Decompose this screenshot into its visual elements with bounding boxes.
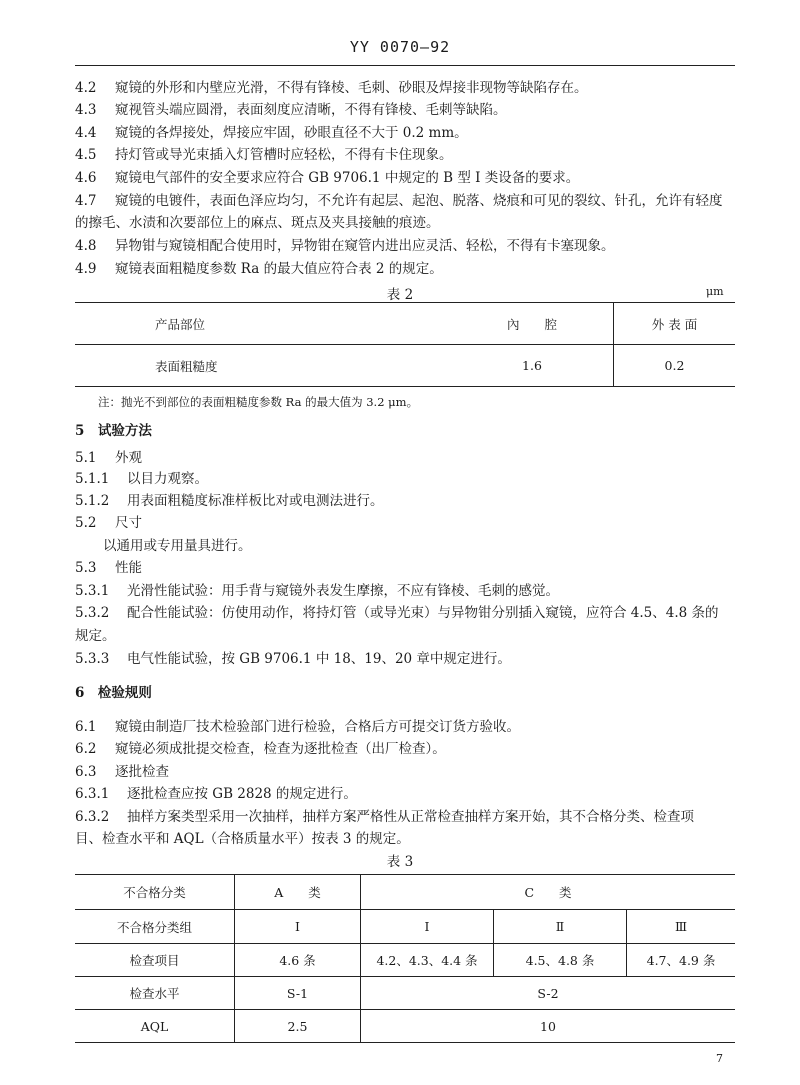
clause-number: 6.3.2	[75, 809, 110, 825]
clause-text: 逐批检查应按 GB 2828 的规定进行。	[127, 786, 357, 802]
clause	[75, 98, 507, 118]
clause-number: 4.2	[75, 80, 97, 96]
clause-text: 以目力观察。	[127, 471, 208, 487]
clause-text: 抽样方案类型采用一次抽样，抽样方案严格性从正常检查抽样方案开始，其不合格分类、检查项	[127, 809, 694, 825]
table2-header-cell: 产品部位	[75, 303, 451, 345]
clause	[75, 647, 511, 667]
clause	[75, 121, 468, 141]
clause	[75, 234, 615, 254]
clause	[75, 143, 453, 163]
clause-text: 电气性能试验，按 GB 9706.1 中 18、19、20 章中规定进行。	[127, 651, 511, 667]
clause-continuation: 规定。	[75, 628, 116, 644]
section5-title: 5 试验方法	[75, 423, 152, 439]
clause-number: 5.3.1	[75, 583, 110, 599]
clause	[75, 489, 384, 509]
table-3	[75, 874, 735, 1043]
clause-text: 窥镜的各焊接处，焊接应牢固，砂眼直径不大于 0.2 mm。	[115, 125, 468, 141]
clause-number: 6.3	[75, 764, 97, 780]
clause-number: 5.1.2	[75, 493, 110, 509]
table2-cell: 0.2	[614, 345, 736, 387]
table3-cell: C 类	[361, 875, 736, 910]
clause-continuation: 的擦毛、水渍和次要部位上的麻点、斑点及夹具接触的痕迹。	[75, 215, 440, 231]
clause-number: 4.7	[75, 193, 97, 209]
clause	[75, 601, 719, 621]
clause-number: 6.2	[75, 741, 97, 757]
clause-number: 6.3.1	[75, 786, 110, 802]
table3-cell: 10	[361, 1010, 736, 1043]
clause-text: 窥镜电气部件的安全要求应符合 GB 9706.1 中规定的 B 型 Ⅰ 类设备的要求。	[115, 170, 580, 186]
clause-continuation: 目、检查水平和 AQL（合格质量水平）按表 3 的规定。	[75, 831, 410, 847]
clause-text: 尺寸	[115, 515, 142, 531]
table2-caption: 表 2	[386, 287, 414, 303]
clause-number: 4.5	[75, 147, 97, 163]
clause-number: 4.8	[75, 238, 97, 254]
table3-cell: S-2	[361, 977, 736, 1010]
table3-cell: 4.5、4.8 条	[494, 944, 627, 977]
table2-header-cell: 外 表 面	[614, 303, 736, 345]
clause-text: 以通用或专用量具进行。	[103, 538, 252, 554]
clause	[75, 782, 357, 802]
table3-cell: Ⅲ	[627, 910, 736, 944]
clause-text: 窥视管头端应圆滑，表面刻度应清晰，不得有锋棱、毛刺等缺陷。	[115, 102, 507, 118]
table3-label: 检查水平	[75, 977, 235, 1010]
table2-unit: μm	[706, 285, 724, 298]
table3-cell: S-1	[235, 977, 361, 1010]
table3-cell: Ⅰ	[361, 910, 494, 944]
table3-label: AQL	[75, 1010, 235, 1043]
clause-number: 5.3	[75, 560, 97, 576]
table3-cell: Ⅰ	[235, 910, 361, 944]
header-rule	[75, 65, 735, 66]
table2-note: 注：抛光不到部位的表面粗糙度参数 Ra 的最大值为 3.2 μm。	[98, 395, 419, 409]
clause-text: 持灯管或导光束插入灯管槽时应轻松，不得有卡住现象。	[115, 147, 453, 163]
clause-text: 窥镜必须成批提交检查，检查为逐批检查（出厂检查）。	[115, 741, 446, 757]
clause-text: 光滑性能试验：用手背与窥镜外表发生摩擦，不应有锋棱、毛刺的感觉。	[127, 583, 559, 599]
clause	[75, 76, 588, 96]
section6-title: 6 检验规则	[75, 685, 152, 701]
clause-number: 4.9	[75, 261, 97, 277]
clause-number: 4.3	[75, 102, 97, 118]
clause-number: 5.3.3	[75, 651, 110, 667]
clause	[75, 189, 723, 209]
table3-cell: 4.2、4.3、4.4 条	[361, 944, 494, 977]
clause-number: 4.4	[75, 125, 97, 141]
table3-label: 不合格分类	[75, 875, 235, 910]
standard-number-header: YY 0070—92	[349, 38, 451, 56]
clause-number: 4.6	[75, 170, 97, 186]
clause-number: 6.1	[75, 719, 97, 735]
table3-label: 不合格分类组	[75, 910, 235, 944]
clause-text: 逐批检查	[115, 764, 169, 780]
table3-cell: Ⅱ	[494, 910, 627, 944]
clause	[75, 715, 520, 735]
table3-cell: 2.5	[235, 1010, 361, 1043]
clause-text: 窥镜的外形和内壁应光滑，不得有锋棱、毛刺、砂眼及焊接非现物等缺陷存在。	[115, 80, 588, 96]
clause-number: 5.1.1	[75, 471, 110, 487]
clause-text: 配合性能试验：仿使用动作，将持灯管（或导光束）与异物钳分别插入窥镜，应符合 4.5、4.8 条的	[127, 605, 719, 621]
table3-cell: 4.7、4.9 条	[627, 944, 736, 977]
clause-text: 窥镜表面粗糙度参数 Ra 的最大值应符合表 2 的规定。	[115, 261, 443, 277]
clause-text: 性能	[115, 560, 142, 576]
clause	[75, 446, 142, 466]
clause-text: 用表面粗糙度标准样板比对或电测法进行。	[127, 493, 384, 509]
table3-cell: 4.6 条	[235, 944, 361, 977]
table2-header-cell: 內 腔	[451, 303, 614, 345]
clause-text: 窥镜由制造厂技术检验部门进行检验，合格后方可提交订货方验收。	[115, 719, 520, 735]
clause	[75, 534, 252, 554]
clause	[75, 556, 142, 576]
clause-number: 5.3.2	[75, 605, 110, 621]
clause	[75, 737, 446, 757]
clause	[75, 511, 142, 531]
clause	[75, 805, 694, 825]
table2-cell: 表面粗糙度	[75, 345, 451, 387]
table3-label: 检查项目	[75, 944, 235, 977]
clause	[75, 760, 169, 780]
table3-cell: A 类	[235, 875, 361, 910]
clause-number: 5.1	[75, 450, 97, 466]
clause-number: 5.2	[75, 515, 97, 531]
clause	[75, 166, 579, 186]
clause-text: 窥镜的电镀件，表面色泽应均匀，不允许有起层、起泡、脱落、烧痕和可见的裂纹、针孔，允许有轻度	[115, 193, 723, 209]
clause	[75, 579, 559, 599]
table-2	[75, 302, 735, 387]
table3-caption: 表 3	[386, 854, 414, 870]
clause	[75, 257, 443, 277]
clause-text: 外观	[115, 450, 142, 466]
clause	[75, 467, 208, 487]
page-number: 7	[716, 1052, 723, 1065]
table2-cell: 1.6	[451, 345, 614, 387]
clause-text: 异物钳与窥镜相配合使用时，异物钳在窥管内进出应灵活、轻松，不得有卡塞现象。	[115, 238, 615, 254]
